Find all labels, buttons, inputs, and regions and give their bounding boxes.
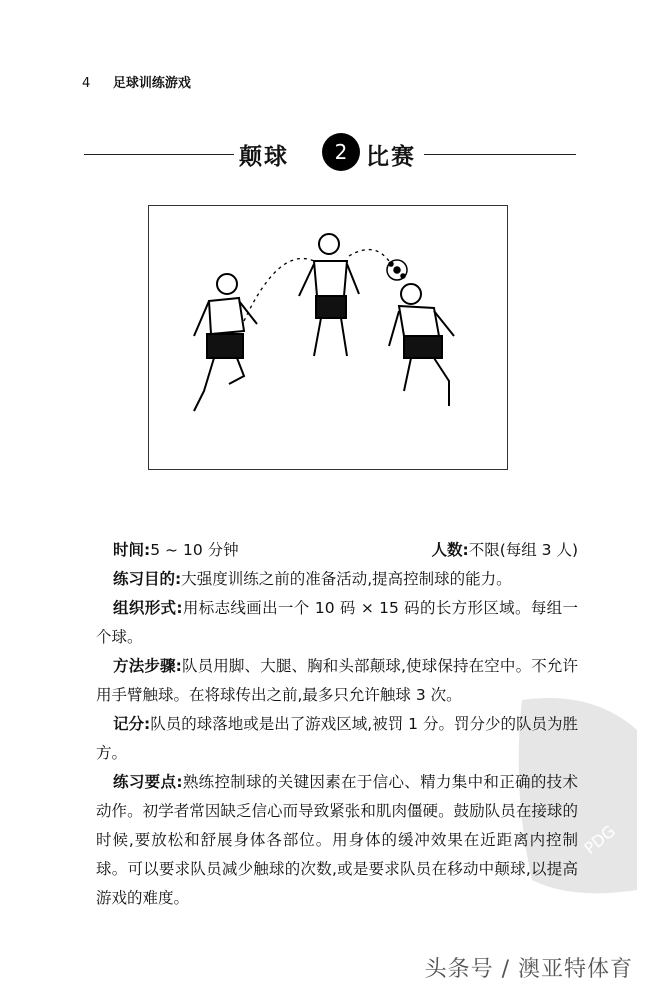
paragraph-label: 组织形式: bbox=[113, 599, 183, 617]
paragraph-label: 练习目的: bbox=[113, 570, 182, 588]
paragraph-key-points bbox=[96, 768, 578, 913]
book-title: 足球训练游戏 bbox=[112, 76, 191, 91]
player-center bbox=[299, 234, 359, 356]
paragraph-text: 熟练控制球的关键因素在于信心、精力集中和正确的技术动作。初学者常因缺乏信心而导致紧张和肌肉僵硬。鼓励队员在接球的时候,要放松和舒展身体各部位。用身体的缓冲效果在近距离内控制球。可以要求队员减少触球的次数,或是要求队员在移动中颠球,以提高游戏的难度。 bbox=[96, 773, 578, 907]
info-row bbox=[96, 536, 578, 565]
players-label: 人数: bbox=[431, 541, 469, 559]
title-rule-right bbox=[424, 154, 576, 155]
game-number-badge: 2 bbox=[322, 133, 360, 171]
ball bbox=[387, 260, 407, 280]
paragraph-text: 队员用脚、大腿、胸和头部颠球,使球保持在空中。不允许用手臂触球。在将球传出之前,最多只允许触球 3 次。 bbox=[96, 657, 578, 704]
title-part2: 比赛 bbox=[366, 144, 416, 170]
time-value: 5 ~ 10 分钟 bbox=[150, 541, 239, 559]
title-part1: 颠球 bbox=[239, 144, 289, 170]
paragraph-label: 方法步骤: bbox=[113, 657, 182, 675]
player-left bbox=[194, 274, 257, 411]
paragraph-text: 大强度训练之前的准备活动,提高控制球的能力。 bbox=[181, 570, 512, 588]
paragraph-label: 练习要点: bbox=[113, 773, 183, 791]
time-info bbox=[113, 536, 239, 565]
players-value: 不限(每组 3 人) bbox=[468, 541, 578, 559]
time-label: 时间: bbox=[113, 541, 151, 559]
paragraph-text: 队员的球落地或是出了游戏区域,被罚 1 分。罚分少的队员为胜方。 bbox=[96, 715, 578, 762]
paragraph-organization bbox=[96, 594, 578, 652]
body-text bbox=[96, 536, 578, 913]
paragraph-text: 用标志线画出一个 10 码 × 15 码的长方形区域。每组一个球。 bbox=[96, 599, 579, 646]
source-footer: 头条号 / 澳亚特体育 bbox=[424, 957, 633, 982]
paragraph-purpose bbox=[96, 565, 578, 594]
paragraph-label: 记分: bbox=[113, 715, 151, 733]
paragraph-scoring bbox=[96, 710, 578, 768]
running-header bbox=[82, 72, 191, 91]
page-number: 4 bbox=[82, 76, 91, 91]
illustration-players-juggling bbox=[148, 205, 508, 470]
watermark-text: PDG bbox=[580, 821, 619, 859]
players-info bbox=[431, 536, 578, 565]
section-title bbox=[84, 134, 576, 174]
paragraph-method bbox=[96, 652, 578, 710]
title-rule-left bbox=[84, 154, 234, 155]
player-right bbox=[389, 284, 454, 406]
